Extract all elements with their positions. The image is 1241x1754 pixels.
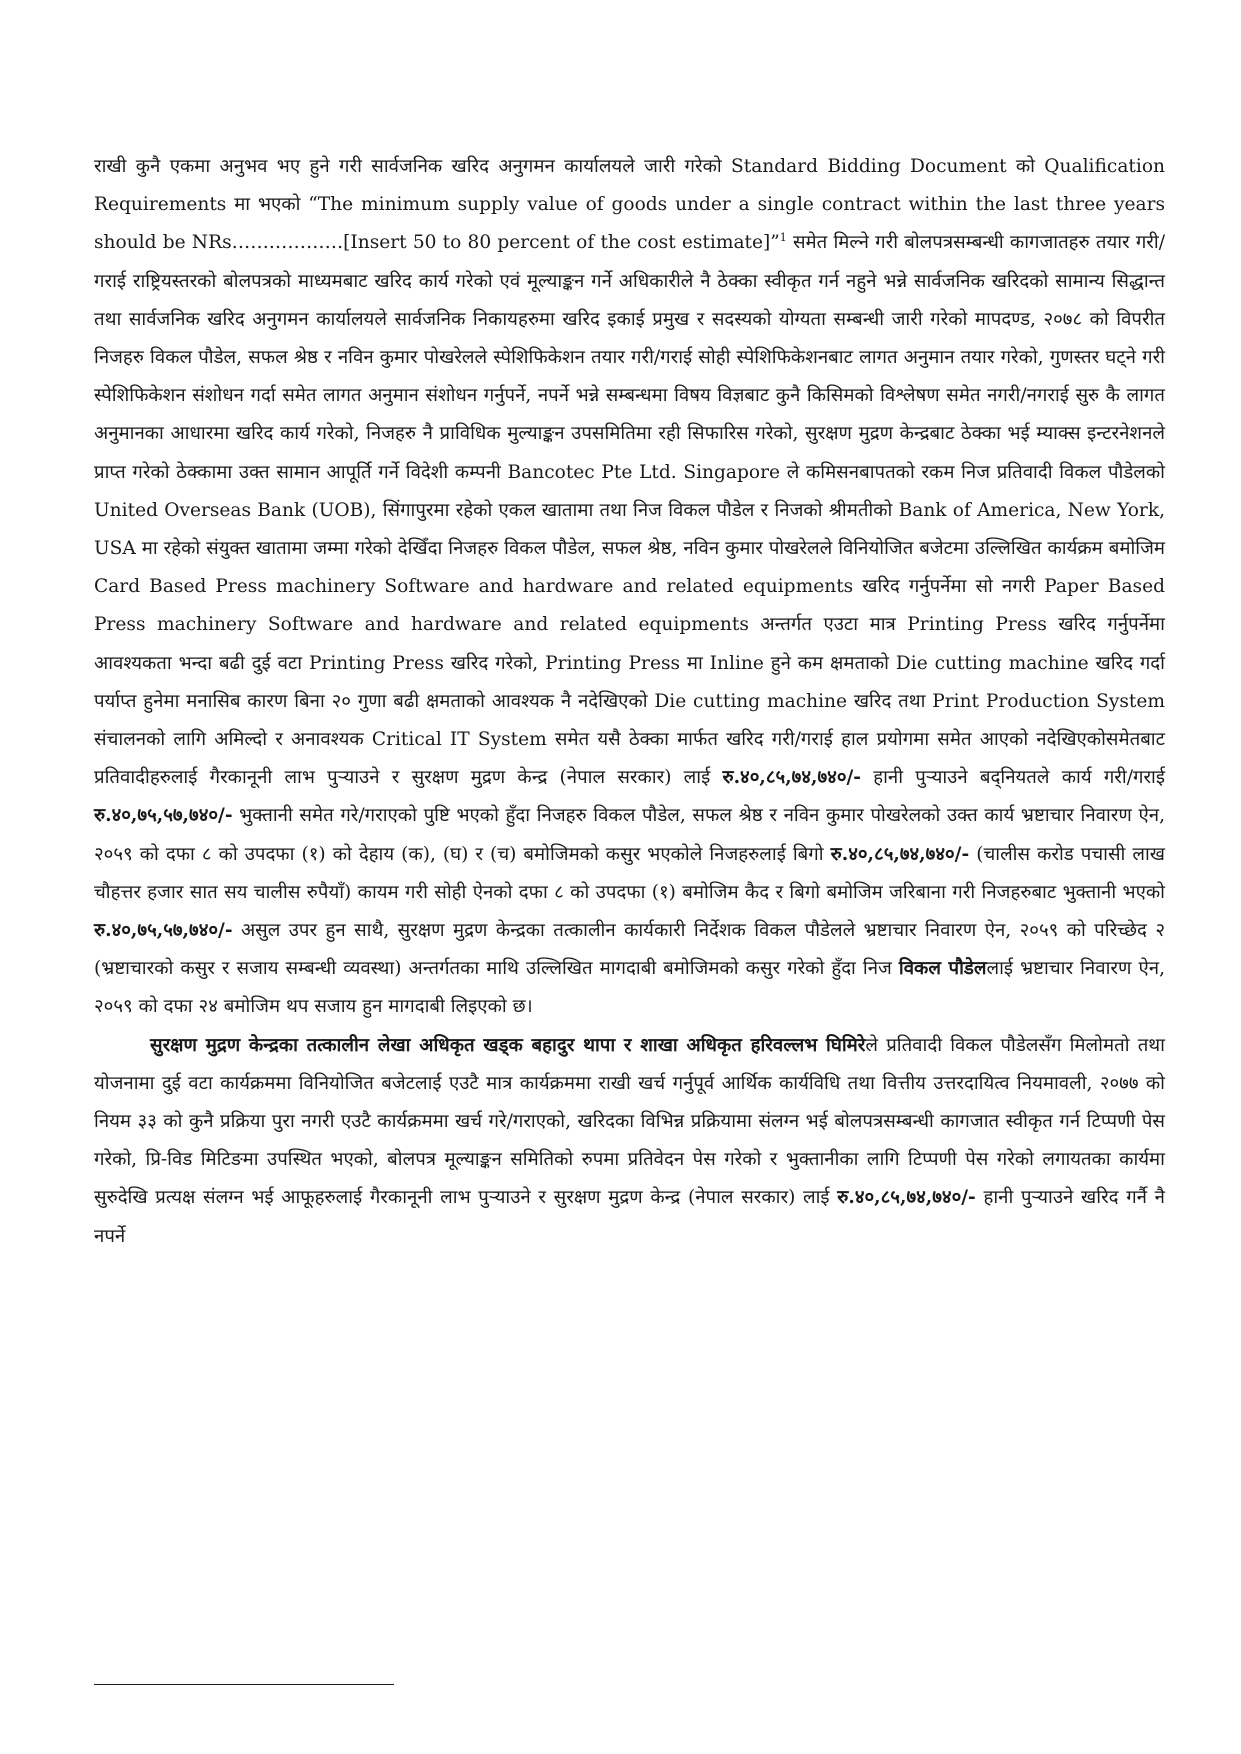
text-run: ले प्रतिवादी विकल पौडेलसँग मिलोमतो तथा योजनामा दुई वटा कार्यक्रममा विनियोजित बजेटलाई एउटै मात्र कार्यक्रममा राखी खर्च गर्नुपूर्व आर्थिक कार्यविधि तथा वित्तीय उत्तरदायित्व नियमावली, २०७७ को नियम ३३ को कुनै प्रक्रिया पुरा नगरी एउटै कार्यक्रममा खर्च गरे/गराएको, खरिदका विभिन्न प्रक्रियामा संलग्न भई बोलपत्रसम्बन्धी कागजात स्वीकृत गर्न टिप्पणी पेस गरेको, प्रि-विड मिटिङमा उपस्थित भएको, बोलपत्र मूल्याङ्कन समितिको रुपमा प्रतिवेदन पेस गरेको र भुक्तानीका लागि टिप्पणी पेस गरेको लगायतका कार्यमा सुरुदेखि प्रत्यक्ष संलग्न भई आफूहरुलाई गैरकानूनी लाभ पुर्‍याउने र सुरक्षण मुद्रण केन्द्र (नेपाल सरकार) लाई [94,1034,1165,1209]
bold-text-run: विकल पौडेल [898,958,987,980]
bold-text-run: रु.४०,७५,५७,७४०/- [94,920,233,942]
footnote-separator [94,1684,394,1685]
bold-text-run: रु.४०,७५,५७,७४०/- [94,805,233,827]
bold-text-run: सुरक्षण मुद्रण केन्द्रका तत्कालीन लेखा अधिकृत खड्क बहादुर थापा र शाखा अधिकृत हरिवल्लभ घिमिरे [150,1034,866,1056]
document-body [94,148,1165,1256]
text-run: (चालीस करोड पचासी लाख चौहत्तर हजार सात सय चालीस रुपैयाँ) कायम गरी सोही ऐनको दफा ८ को उपदफा (१) बमोजिम कैद र बिगो बमोजिम जरिबाना गरी निजहरुबाट भुक्तानी भएको [94,843,1165,903]
text-run: हानी पुर्‍याउने खरिद गर्नै नै नपर्ने [94,1187,1165,1247]
text-run: समेत मिल्ने गरी बोलपत्रसम्बन्धी कागजातहरु तयार गरी/गराई राष्ट्रियस्तरको बोलपत्रको माध्यमबाट खरिद कार्य गरेको एवं मूल्याङ्कन गर्ने अधिकारीले नै ठेक्का स्वीकृत गर्न नहुने भन्ने सार्वजनिक खरिदको सामान्य सिद्धान्त तथा सार्वजनिक खरिद अनुगमन कार्यालयले सार्वजनिक निकायहरुमा खरिद इकाई प्रमुख र सदस्यको योग्यता सम्बन्धी जारी गरेको मापदण्ड, २०७८ को विपरीत निजहरु विकल पौडेल, सफल श्रेष्ठ र नविन कुमार पोखरेलले स्पेशिफिकेशन तयार गरी/गराई सोही स्पेशिफिकेशनबाट लागत अनुमान तयार गरेको, गुणस्तर घट्ने गरी स्पेशिफिकेशन संशोधन गर्दा समेत लागत अनुमान संशोधन गर्नुपर्ने, नपर्ने भन्ने सम्बन्धमा विषय विज्ञबाट कुनै किसिमको विश्लेषण समेत नगरी/नगराई सुरु कै लागत अनुमानका आधारमा खरिद कार्य गरेको, निजहरु नै प्राविधिक मुल्याङ्कन उपसमितिमा रही सिफारिस गरेको, सुरक्षण मुद्रण केन्द्रबाट ठेक्का भई म्याक्स इन्टरनेशनले प्राप्त गरेको ठेक्कामा उक्त सामान आपूर्ति गर्ने विदेशी कम्पनी Bancotec Pte Ltd. Singapore ले कमिसनबापतको रकम निज प्रतिवादी विकल पौडेलको United Overseas Bank (UOB), सिंगापुरमा रहेको एकल खातामा तथा निज विकल पौडेल र निजको श्रीमतीको Bank of America, New York, USA मा रहेको संयुक्त खातामा जम्मा गरेको देखिँदा निजहरु विकल पौडेल, सफल श्रेष्ठ, नविन कुमार पोखरेलले विनियोजित बजेटमा उल्लिखित कार्यक्रम बमोजिम Card Based Press machinery Software and hardware and related equipments खरिद गर्नुपर्नेमा सो नगरी Paper Based Press machinery Software and hardware and related equipments अन्तर्गत एउटा मात्र Printing Press खरिद गर्नुपर्नेमा आवश्यकता भन्दा बढी दुई वटा Printing Press खरिद गरेको, Printing Press मा Inline हुने कम क्षमताको Die cutting machine खरिद गर्दा पर्याप्त हुनेमा मनासिब कारण बिना २० गुणा बढी क्षमताको आवश्यक नै नदेखिएको Die cutting machine खरिद तथा Print Production System संचालनको लागि अमिल्दो र अनावश्यक Critical IT System समेत यसै ठेक्का मार्फत खरिद गरी/गराई हाल प्रयोगमा समेत आएको नदेखिएकोसमेतबाट प्रतिवादीहरुलाई गैरकानूनी लाभ पुर्‍याउने र सुरक्षण मुद्रण केन्द्र (नेपाल सरकार) लाई [94,232,1165,789]
text-run: राखी कुनै एकमा अनुभव भए हुने गरी सार्वजनिक खरिद अनुगमन कार्यालयले जारी गरेको Standard Bidding Document को Qualification Requirements मा भएको “The minimum supply value of goods under a single contract within the last three years should be NRs………………[Insert 50 to 80 percent of the cost estimate]” [94,156,1165,254]
body-paragraph [94,1027,1165,1256]
text-run: हानी पुर्‍याउने बद्नियतले कार्य गरी/गराई [861,767,1165,789]
text-run: भुक्तानी समेत गरे/गराएको पुष्टि भएको हुँदा निजहरु विकल पौडेल, सफल श्रेष्ठ र नविन कुमार पोखरेलको उक्त कार्य भ्रष्टाचार निवारण ऐन, २०५९ को दफा ८ को उपदफा (१) को देहाय (क), (घ) र (च) बमोजिमको कसुर भएकोले निजहरुलाई बिगो [94,805,1165,865]
bold-text-run: रु.४०,८५,७४,७४०/- [830,843,970,865]
text-run: लाई भ्रष्टाचार निवारण ऐन, २०५९ को दफा २४ बमोजिम थप सजाय हुन मागदाबी लिइएको छ। [94,958,1166,1018]
body-paragraph [94,148,1165,1027]
bold-text-run: रु.४०,८५,७४,७४०/- [837,1187,976,1209]
bold-text-run: रु.४०,८५,७४,७४०/- [722,767,861,789]
text-run: असुल उपर हुन साथै, सुरक्षण मुद्रण केन्द्रका तत्कालीन कार्यकारी निर्देशक विकल पौडेलले भ्रष्टाचार निवारण ऐन, २०५९ को परिच्छेद २ (भ्रष्टाचारको कसुर र सजाय सम्बन्धी व्यवस्था) अन्तर्गतका माथि उल्लिखित मागदाबी बमोजिमको कसुर गरेको हुँदा निज [94,920,1165,980]
footnote-marker: 1 [779,231,787,245]
